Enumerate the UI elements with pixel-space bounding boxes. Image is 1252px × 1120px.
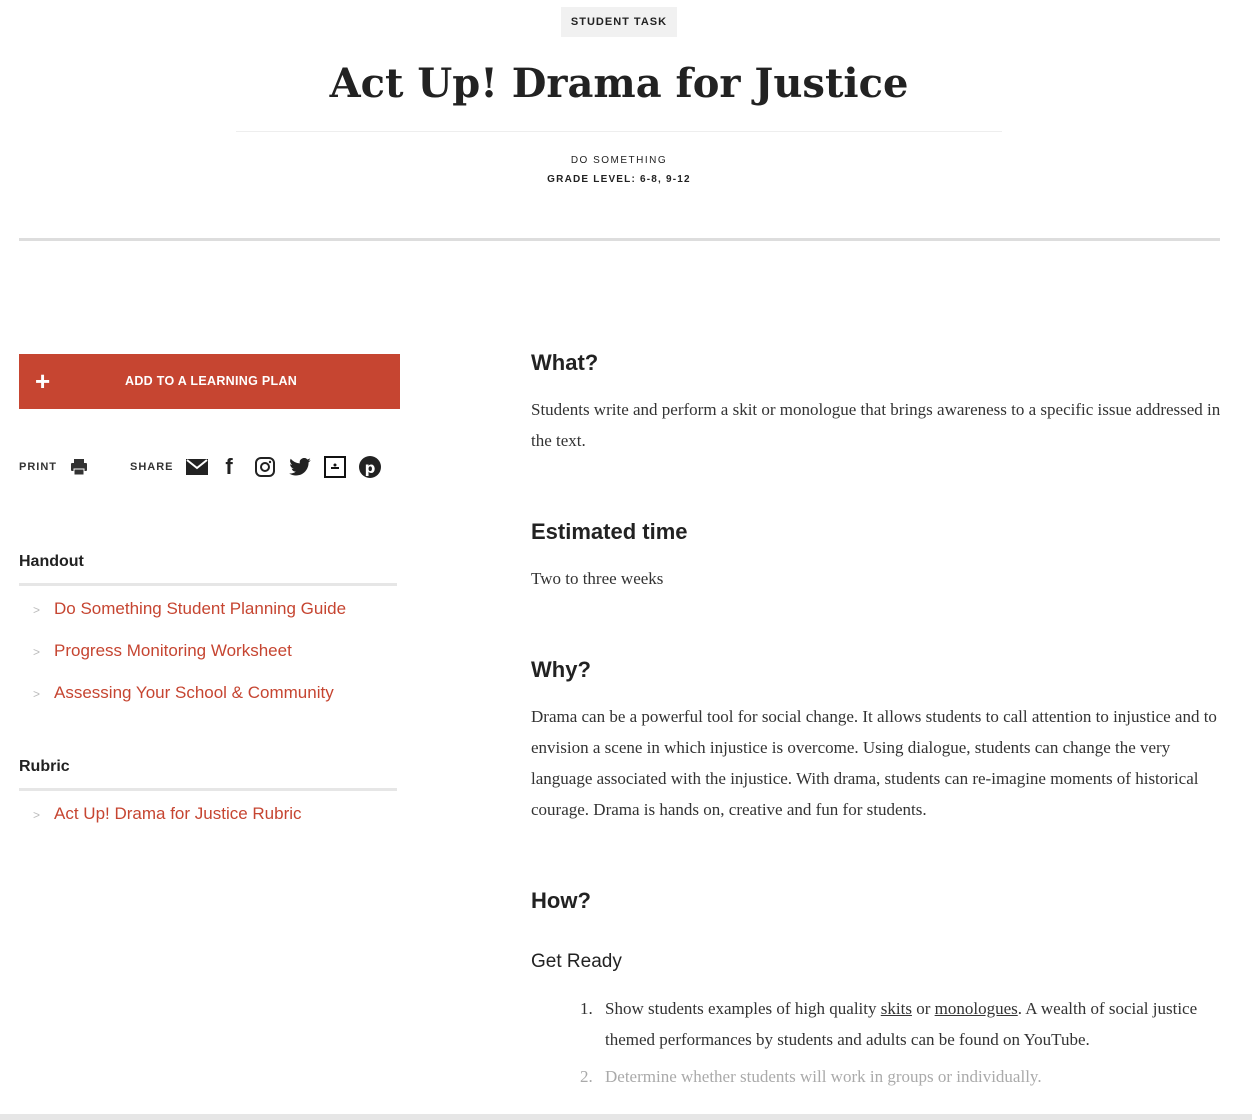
handout-link[interactable]: > Progress Monitoring Worksheet [33,641,292,660]
bottom-bar [0,1114,1252,1120]
svg-text:p: p [364,459,376,477]
content-type-badge: STUDENT TASK [561,7,677,37]
facebook-icon[interactable]: f [225,454,233,479]
rubric-link[interactable]: > Act Up! Drama for Justice Rubric [33,804,302,823]
print-label: PRINT [19,461,57,473]
add-to-learning-plan-button[interactable] [19,354,400,409]
print-icon[interactable] [67,455,91,479]
steps-list [580,993,1220,1098]
chevron-right-icon: > [33,603,41,617]
chevron-right-icon: > [33,808,41,822]
step-text: Determine whether students will work in groups or individually. [605,1067,1042,1086]
step-item: 1. Show students examples of high quality skits or monologues. A wealth of social justice themed performances by students and adults can be found on YouTube. [580,993,1220,1055]
get-ready-subheading: Get Ready [531,951,622,972]
how-heading: How? [531,888,591,913]
divider [236,131,1002,132]
why-heading: Why? [531,657,591,682]
pinterest-icon[interactable] [358,455,382,479]
plus-icon: + [35,366,51,396]
step-number: 1. [580,999,593,1018]
rubric-heading: Rubric [19,758,70,775]
chevron-right-icon: > [33,645,41,659]
divider [19,583,397,586]
divider [19,238,1220,241]
category-label: DO SOMETHING [570,155,668,166]
skits-link[interactable]: skits [880,999,912,1018]
google-classroom-icon[interactable] [323,455,347,479]
why-text: Drama can be a powerful tool for social change. It allows students to call attention to injustice and to envision a scene in which injustice is overcome. Using dialogue, students can change the very language associated with the injustice. With drama, students can re-imagine moments of historical courage. Drama is hands on, creative and fun for students. [531,707,1217,819]
what-heading: What? [531,350,599,375]
monologues-link[interactable]: monologues [934,999,1018,1018]
twitter-icon[interactable] [288,455,312,479]
email-icon[interactable] [185,455,209,479]
share-label: SHARE [130,461,174,473]
time-text: Two to three weeks [531,569,664,588]
step-item [580,1061,1220,1092]
handout-link[interactable]: > Do Something Student Planning Guide [33,599,347,618]
handout-link[interactable]: > Assessing Your School & Community [33,683,334,702]
chevron-right-icon: > [33,687,41,701]
step-number: 2. [580,1067,593,1086]
time-heading: Estimated time [531,519,688,544]
instagram-icon[interactable] [253,455,277,479]
divider [19,788,397,791]
button-label: ADD TO A LEARNING PLAN [125,374,298,388]
what-text: Students write and perform a skit or monologue that brings awareness to a specific issue addressed in the text. [531,400,1221,450]
page-title: Act Up! Drama for Justice [329,60,909,107]
grade-level: GRADE LEVEL: 6-8, 9-12 [547,174,691,185]
handout-heading: Handout [19,553,84,570]
